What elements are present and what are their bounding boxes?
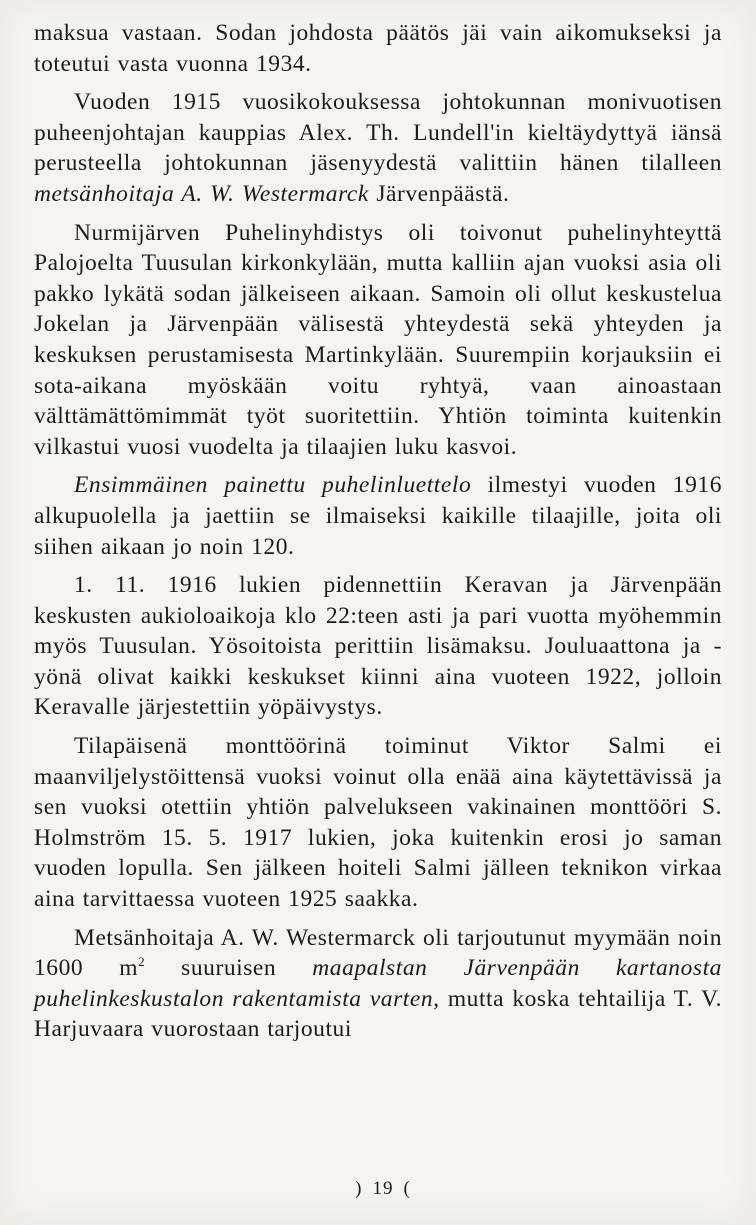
- paragraph: [34, 18, 722, 79]
- text-run: 1. 11. 1916 lukien pidennettiin Keravan ja Järvenpään keskusten aukioloaikoja klo 22:teen asti ja pari vuotta myöhemmin myös Tuusulan. Yösoitoista perittiin lisämaksu. Jouluaattona ja -yönä olivat kaikki keskukset kiinni aina vuoteen 1922, jolloin Keravalle järjestettiin yöpäivystys.: [34, 572, 722, 721]
- footer-right-mark: (: [403, 1178, 411, 1199]
- footer-left-mark: ): [355, 1178, 363, 1199]
- italic-phrase: Ensimmäinen painettu puhelinluettelo: [74, 472, 472, 499]
- text-run: maksua vastaan. Sodan johdosta päätös jäi vain aikomukseksi ja toteutui vasta vuonna 1934.: [34, 20, 722, 77]
- paragraph: [34, 87, 722, 209]
- text-run: ilmestyi vuoden 1916 alkupuolella ja jaettiin se ilmaiseksi kaikille tilaajille, joita oli siihen aikaan jo noin 120.: [34, 472, 722, 560]
- text-run: Metsänhoitaja A. W. Westermarck oli tarjoutunut myymään noin 1600 m: [34, 924, 722, 982]
- paragraph: [34, 570, 722, 723]
- italic-phrase: maapalstan Järvenpään kartanosta puhelinkeskustalon rakentamista varten,: [34, 955, 722, 1012]
- body-text: [34, 18, 722, 1053]
- text-run: Järvenpäästä.: [368, 180, 510, 207]
- text-run: Nurmijärven Puhelinyhdistys oli toivonut puhelinyhteyttä Palojoelta Tuusulan kirkonkylään, mutta kalliin ajan vuoksi asia oli pakko lykätä sodan jälkeiseen aikaan. Samoin oli ollut keskustelua Jokelan ja Järvenpään välisestä yhteydestä sekä yhteyden ja keskuksen perustamisesta Martinkylään. Suurempiin korjauksiin ei sota-aikana myöskään voitu ryhtyä, vaan ainoastaan välttämättömimmät työt suoritettiin. Yhtiön toiminta kuitenkin vilkastui vuosi vuodelta ja tilaajien luku kasvoi.: [34, 219, 722, 460]
- text-run: mutta koska tehtailija T. V. Harjuvaara vuorostaan tarjoutui: [34, 985, 722, 1043]
- page-number: 19: [372, 1178, 394, 1199]
- paragraph: [34, 923, 722, 1045]
- paragraph: [34, 218, 722, 463]
- superscript: 2: [138, 954, 146, 970]
- paragraph: [34, 731, 722, 915]
- paragraph: [34, 470, 722, 562]
- italic-phrase: metsänhoitaja A. W. Westermarck: [34, 180, 369, 207]
- page-footer: [0, 1178, 756, 1200]
- text-run: Vuoden 1915 vuosikokouksessa johtokunnan monivuotisen puheenjohtajan kauppias Alex. Th. Lundell'in kieltäydyttyä iänsä perusteella johtokunnan jäsenyydestä valittiin hänen tilalleen: [34, 89, 722, 177]
- text-run: suuruisen: [145, 955, 313, 982]
- text-run: Tilapäisenä monttöörinä toiminut Viktor Salmi ei maanviljelystöittensä vuoksi voinut olla enää aina käytettävissä ja sen vuoksi otettiin yhtiön palvelukseen vakinainen monttööri S. Holmström 15. 5. 1917 lukien, joka kuitenkin erosi jo saman vuoden lopulla. Sen jälkeen hoiteli Salmi jälleen teknikon virkaa aina tarvittaessa vuoteen 1925 saakka.: [34, 733, 722, 913]
